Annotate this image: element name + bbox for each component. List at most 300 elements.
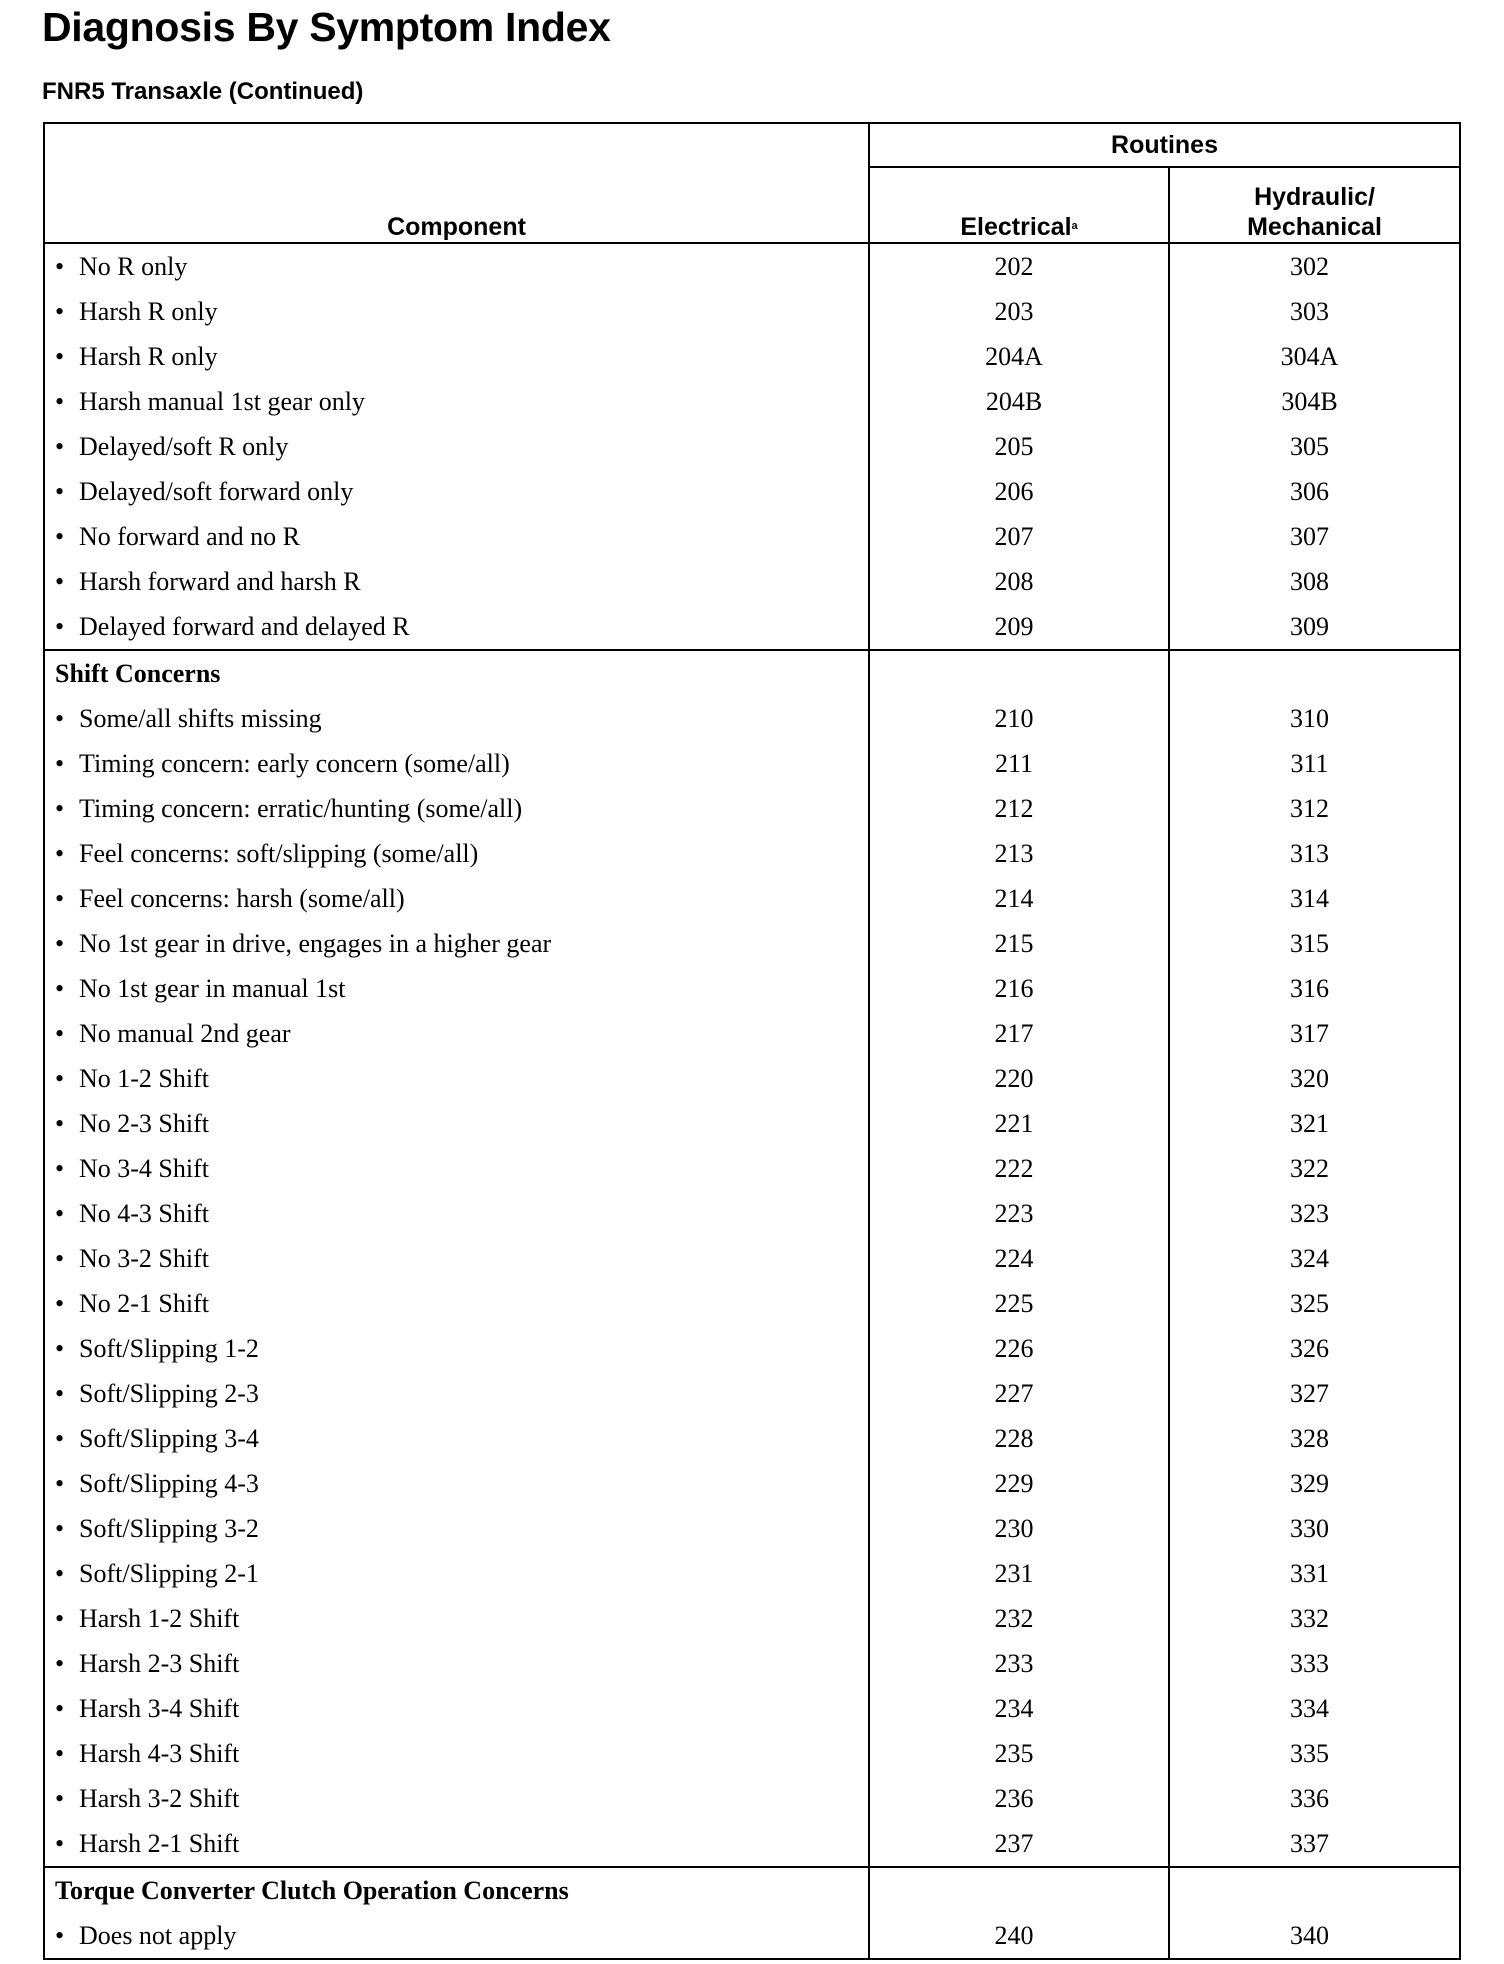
symptom-cell [44,831,869,876]
symptom-label: Feel concerns: harsh (some/all) [79,883,405,913]
component-column-header [44,123,869,243]
hydraulic-routine-cell [1169,604,1460,650]
bullet-icon: • [55,1063,65,1093]
electrical-routine-cell [869,1686,1169,1731]
hydraulic-routine-cell [1169,1776,1460,1821]
bullet-icon: • [55,1198,65,1228]
electrical-routine-cell [869,379,1169,424]
bullet-icon: • [55,973,65,1003]
symptom-cell [44,696,869,741]
hydraulic-routine-code: 306 [1290,476,1329,506]
symptom-cell [44,424,869,469]
hydraulic-routine-code: 323 [1290,1198,1329,1228]
symptom-label: No 1st gear in manual 1st [79,973,346,1003]
hydraulic-routine-cell [1169,741,1460,786]
electrical-routine-cell [869,1506,1169,1551]
electrical-routine-code: 236 [994,1783,1034,1813]
hydraulic-routine-cell [1169,1641,1460,1686]
table-row [44,966,1460,1011]
electrical-routine-cell [869,966,1169,1011]
table-row [44,831,1460,876]
symptom-label: Harsh R only [79,341,218,371]
table-row [44,741,1460,786]
symptom-index-table [43,122,1461,1960]
symptom-cell [44,1821,869,1867]
bullet-icon: • [55,251,65,281]
symptom-cell [44,1191,869,1236]
symptom-label: Harsh forward and harsh R [79,566,361,596]
bullet-icon: • [55,1783,65,1813]
table-row [44,469,1460,514]
hydraulic-routine-code: 326 [1290,1333,1329,1363]
symptom-cell [44,1011,869,1056]
table-row [44,334,1460,379]
bullet-icon: • [55,1738,65,1768]
hydraulic-routine-code: 308 [1290,566,1329,596]
symptom-cell [44,966,869,1011]
symptom-label: No 1st gear in drive, engages in a higher gear [79,928,552,958]
electrical-routine-cell [869,1326,1169,1371]
electrical-routine-code: 206 [994,476,1034,506]
bullet-icon: • [55,1558,65,1588]
symptom-label: Harsh 2-3 Shift [79,1648,240,1678]
hydraulic-routine-cell [1169,696,1460,741]
hydraulic-routine-cell [1169,1821,1460,1867]
symptom-label: Timing concern: early concern (some/all) [79,748,510,778]
bullet-icon: • [55,386,65,416]
electrical-routine-code: 228 [994,1423,1034,1453]
hydraulic-routine-cell [1169,1101,1460,1146]
bullet-icon: • [55,1108,65,1138]
bullet-icon: • [55,1018,65,1048]
symptom-label: Soft/Slipping 2-3 [79,1378,259,1408]
electrical-routine-code: 215 [994,928,1034,958]
table-row [44,1686,1460,1731]
hydraulic-routine-cell [1169,1326,1460,1371]
bullet-icon: • [55,703,65,733]
table-row [44,1506,1460,1551]
electrical-routine-code: 227 [994,1378,1034,1408]
bullet-icon: • [55,296,65,326]
hydraulic-routine-code: 317 [1290,1018,1329,1048]
hydraulic-routine-code: 329 [1290,1468,1329,1498]
table-row [44,1371,1460,1416]
electrical-routine-code: 214 [994,883,1034,913]
hydraulic-routine-code: 330 [1290,1513,1329,1543]
bullet-icon: • [55,838,65,868]
symptom-label: No 4-3 Shift [79,1198,209,1228]
symptom-cell [44,1596,869,1641]
symptom-label: Harsh 4-3 Shift [79,1738,240,1768]
hydraulic-routine-cell [1169,831,1460,876]
table-row [44,1596,1460,1641]
bullet-icon: • [55,928,65,958]
electrical-routine-code: 210 [994,703,1034,733]
electrical-routine-code: 226 [994,1333,1034,1363]
electrical-routine-code: 223 [994,1198,1034,1228]
symptom-cell [44,469,869,514]
symptom-cell [44,876,869,921]
electrical-routine-cell [869,1821,1169,1867]
hydraulic-routine-code: 310 [1290,703,1329,733]
electrical-routine-code: 229 [994,1468,1034,1498]
electrical-routine-cell [869,1551,1169,1596]
symptom-cell [44,1101,869,1146]
table-row [44,1281,1460,1326]
hydraulic-routine-code: 313 [1290,838,1329,868]
electrical-routine-code: 222 [994,1153,1034,1183]
electrical-header-label: Electrical [960,213,1072,241]
electrical-routine-cell [869,424,1169,469]
section-header-row [44,1867,1460,1913]
hydraulic-routine-cell [1169,514,1460,559]
electrical-routine-cell [869,1913,1169,1959]
hydraulic-routine-cell [1169,1596,1460,1641]
electrical-routine-code: 211 [994,748,1034,778]
bullet-icon: • [55,883,65,913]
electrical-routine-cell [869,1146,1169,1191]
electrical-routine-cell [869,1101,1169,1146]
hydraulic-routine-cell [1169,1371,1460,1416]
electrical-routine-cell [869,604,1169,650]
hydraulic-routine-cell [1169,289,1460,334]
symptom-cell [44,1731,869,1776]
symptom-label: Harsh 3-2 Shift [79,1783,240,1813]
hydraulic-routine-code: 320 [1290,1063,1329,1093]
symptom-label: Harsh 2-1 Shift [79,1828,240,1858]
bullet-icon: • [55,1378,65,1408]
symptom-label: Soft/Slipping 1-2 [79,1333,259,1363]
electrical-routine-code: 212 [994,793,1034,823]
hydraulic-routine-code: 336 [1290,1783,1329,1813]
table-row [44,289,1460,334]
symptom-label: No 3-2 Shift [79,1243,209,1273]
hydraulic-routine-cell [1169,1191,1460,1236]
symptom-cell [44,1371,869,1416]
table-row [44,1056,1460,1101]
table-row [44,1776,1460,1821]
bullet-icon: • [55,431,65,461]
electrical-routine-code: 240 [994,1920,1034,1950]
symptom-label: Feel concerns: soft/slipping (some/all) [79,838,479,868]
symptom-label: Harsh manual 1st gear only [79,386,365,416]
electrical-routine-code: 220 [994,1063,1034,1093]
symptom-label: Does not apply [79,1920,237,1950]
bullet-icon: • [55,1423,65,1453]
symptom-cell [44,1506,869,1551]
symptom-cell [44,604,869,650]
symptom-cell [44,786,869,831]
hydraulic-routine-code: 334 [1290,1693,1329,1723]
table-row [44,786,1460,831]
electrical-routine-cell [869,1281,1169,1326]
hydraulic-routine-code: 332 [1290,1603,1329,1633]
bullet-icon: • [55,1828,65,1858]
symptom-label: Soft/Slipping 3-4 [79,1423,259,1453]
symptom-label: No manual 2nd gear [79,1018,291,1048]
electrical-routine-cell [869,243,1169,289]
electrical-routine-cell [869,1776,1169,1821]
electrical-routine-cell [869,1731,1169,1776]
hydraulic-routine-code: 315 [1290,928,1329,958]
bullet-icon: • [55,1920,65,1950]
hydraulic-mechanical-column-header [1169,167,1460,243]
hydraulic-routine-code: 314 [1290,883,1329,913]
bullet-icon: • [55,611,65,641]
electrical-routine-code: 237 [994,1828,1034,1858]
symptom-label: Delayed forward and delayed R [79,611,410,641]
hydraulic-routine-cell [1169,1146,1460,1191]
hydraulic-header-line1: Hydraulic/ [1254,183,1375,211]
electrical-routine-cell [869,1641,1169,1686]
symptom-cell [44,1461,869,1506]
electrical-routine-cell [869,1596,1169,1641]
electrical-routine-cell [869,921,1169,966]
electrical-routine-cell [869,469,1169,514]
bullet-icon: • [55,793,65,823]
symptom-cell [44,1281,869,1326]
table-row [44,1461,1460,1506]
hydraulic-routine-code: 328 [1290,1423,1329,1453]
electrical-routine-code: 209 [994,611,1034,641]
table-row [44,696,1460,741]
hydraulic-routine-code: 309 [1290,611,1329,641]
hydraulic-routine-code: 305 [1290,431,1329,461]
bullet-icon: • [55,1288,65,1318]
symptom-label: Harsh 3-4 Shift [79,1693,240,1723]
hydraulic-routine-cell [1169,1236,1460,1281]
electrical-routine-code: 207 [994,521,1034,551]
electrical-routine-code: 203 [994,296,1034,326]
hydraulic-routine-cell [1169,469,1460,514]
hydraulic-routine-code: 307 [1290,521,1329,551]
symptom-label: Delayed/soft R only [79,431,289,461]
electrical-routine-code: 224 [994,1243,1034,1273]
electrical-routine-code: 233 [994,1648,1034,1678]
hydraulic-routine-code: 327 [1290,1378,1329,1408]
hydraulic-routine-cell [1169,559,1460,604]
symptom-cell [44,334,869,379]
table-row [44,876,1460,921]
electrical-routine-cell [869,786,1169,831]
table-row [44,1821,1460,1867]
symptom-cell [44,559,869,604]
hydraulic-routine-code: 316 [1290,973,1329,1003]
bullet-icon: • [55,1648,65,1678]
symptom-label: Harsh 1-2 Shift [79,1603,240,1633]
electrical-routine-code: 213 [994,838,1034,868]
table-body [44,243,1460,1959]
electrical-routine-cell [869,1371,1169,1416]
component-header-label: Component [387,213,526,241]
electrical-routine-code: 208 [994,566,1034,596]
routines-header-label: Routines [1111,130,1218,159]
empty-cell [1169,1867,1460,1913]
symptom-label: Soft/Slipping 3-2 [79,1513,259,1543]
bullet-icon: • [55,748,65,778]
section-title: Torque Converter Clutch Operation Concerns [44,1867,869,1913]
electrical-routine-code: 230 [994,1513,1034,1543]
bullet-icon: • [55,476,65,506]
electrical-routine-code: 232 [994,1603,1034,1633]
hydraulic-routine-code: 304B [1281,386,1338,416]
symptom-cell [44,379,869,424]
bullet-icon: • [55,566,65,596]
electrical-routine-code: 205 [994,431,1034,461]
empty-cell [869,650,1169,696]
empty-cell [869,1867,1169,1913]
symptom-label: No 2-3 Shift [79,1108,209,1138]
symptom-label: No R only [79,251,188,281]
hydraulic-routine-cell [1169,1551,1460,1596]
electrical-routine-code: 231 [994,1558,1034,1588]
electrical-routine-cell [869,559,1169,604]
symptom-cell [44,1236,869,1281]
symptom-cell [44,514,869,559]
hydraulic-routine-cell [1169,1506,1460,1551]
table-row [44,1416,1460,1461]
electrical-footnote-marker: a [1071,220,1078,232]
symptom-cell [44,243,869,289]
hydraulic-routine-code: 324 [1290,1243,1329,1273]
hydraulic-routine-code: 333 [1290,1648,1329,1678]
symptom-cell [44,1551,869,1596]
electrical-routine-code: 234 [994,1693,1034,1723]
table-row [44,1326,1460,1371]
hydraulic-routine-code: 331 [1290,1558,1329,1588]
hydraulic-routine-cell [1169,921,1460,966]
hydraulic-routine-code: 337 [1290,1828,1329,1858]
bullet-icon: • [55,341,65,371]
electrical-routine-code: 202 [994,251,1034,281]
symptom-cell [44,1913,869,1959]
symptom-label: No 2-1 Shift [79,1288,209,1318]
table-row [44,514,1460,559]
hydraulic-routine-cell [1169,243,1460,289]
table-row [44,1191,1460,1236]
page-subtitle: FNR5 Transaxle (Continued) [42,78,364,105]
bullet-icon: • [55,1243,65,1273]
hydraulic-routine-code: 340 [1290,1920,1329,1950]
routines-header [869,123,1460,167]
hydraulic-routine-code: 302 [1290,251,1329,281]
section-title: Shift Concerns [44,650,869,696]
hydraulic-routine-cell [1169,1281,1460,1326]
symptom-label: No 1-2 Shift [79,1063,209,1093]
symptom-cell [44,921,869,966]
symptom-cell [44,1686,869,1731]
table-row [44,1011,1460,1056]
symptom-cell [44,1416,869,1461]
symptom-cell [44,1776,869,1821]
symptom-label: Soft/Slipping 2-1 [79,1558,259,1588]
hydraulic-routine-cell [1169,1686,1460,1731]
electrical-routine-cell [869,1191,1169,1236]
electrical-routine-cell [869,289,1169,334]
symptom-cell [44,1326,869,1371]
hydraulic-routine-cell [1169,1461,1460,1506]
hydraulic-routine-cell [1169,1056,1460,1101]
electrical-routine-code: 217 [994,1018,1034,1048]
table-row [44,379,1460,424]
hydraulic-routine-cell [1169,1416,1460,1461]
hydraulic-routine-cell [1169,966,1460,1011]
bullet-icon: • [55,1468,65,1498]
electrical-routine-cell [869,696,1169,741]
hydraulic-routine-cell [1169,786,1460,831]
hydraulic-header-line2: Mechanical [1247,213,1382,241]
bullet-icon: • [55,521,65,551]
hydraulic-routine-code: 303 [1290,296,1329,326]
electrical-routine-cell [869,1461,1169,1506]
electrical-routine-cell [869,741,1169,786]
electrical-routine-code: 235 [994,1738,1034,1768]
symptom-cell [44,741,869,786]
electrical-routine-cell [869,876,1169,921]
table-row [44,921,1460,966]
symptom-cell [44,1056,869,1101]
hydraulic-routine-code: 312 [1290,793,1329,823]
electrical-routine-cell [869,1236,1169,1281]
electrical-routine-cell [869,1011,1169,1056]
hydraulic-routine-cell [1169,1913,1460,1959]
table-row [44,1913,1460,1959]
hydraulic-routine-code: 304A [1280,341,1339,371]
symptom-cell [44,1146,869,1191]
symptom-label: Some/all shifts missing [79,703,322,733]
symptom-label: Soft/Slipping 4-3 [79,1468,259,1498]
electrical-routine-cell [869,514,1169,559]
symptom-label: No 3-4 Shift [79,1153,209,1183]
electrical-routine-code: 216 [994,973,1034,1003]
electrical-column-header [869,167,1169,243]
symptom-cell [44,1641,869,1686]
section-header-row [44,650,1460,696]
table-row [44,604,1460,650]
table-row [44,1101,1460,1146]
bullet-icon: • [55,1693,65,1723]
hydraulic-routine-code: 335 [1290,1738,1329,1768]
hydraulic-routine-cell [1169,334,1460,379]
hydraulic-routine-cell [1169,424,1460,469]
hydraulic-routine-code: 322 [1290,1153,1329,1183]
electrical-routine-code: 221 [994,1108,1034,1138]
table-row [44,424,1460,469]
bullet-icon: • [55,1603,65,1633]
table-row [44,1551,1460,1596]
symptom-label: No forward and no R [79,521,300,551]
bullet-icon: • [55,1513,65,1543]
electrical-routine-code: 204B [985,386,1043,416]
hydraulic-routine-code: 311 [1290,748,1329,778]
hydraulic-routine-cell [1169,1011,1460,1056]
bullet-icon: • [55,1333,65,1363]
symptom-label: Harsh R only [79,296,218,326]
electrical-routine-cell [869,1416,1169,1461]
table-row [44,559,1460,604]
symptom-label: Timing concern: erratic/hunting (some/all) [79,793,523,823]
table-row [44,1731,1460,1776]
table-row [44,1641,1460,1686]
empty-cell [1169,650,1460,696]
symptom-label: Delayed/soft forward only [79,476,354,506]
table-row [44,243,1460,289]
page-title: Diagnosis By Symptom Index [42,4,611,50]
hydraulic-routine-cell [1169,379,1460,424]
electrical-routine-code: 225 [994,1288,1034,1318]
bullet-icon: • [55,1153,65,1183]
electrical-routine-cell [869,831,1169,876]
